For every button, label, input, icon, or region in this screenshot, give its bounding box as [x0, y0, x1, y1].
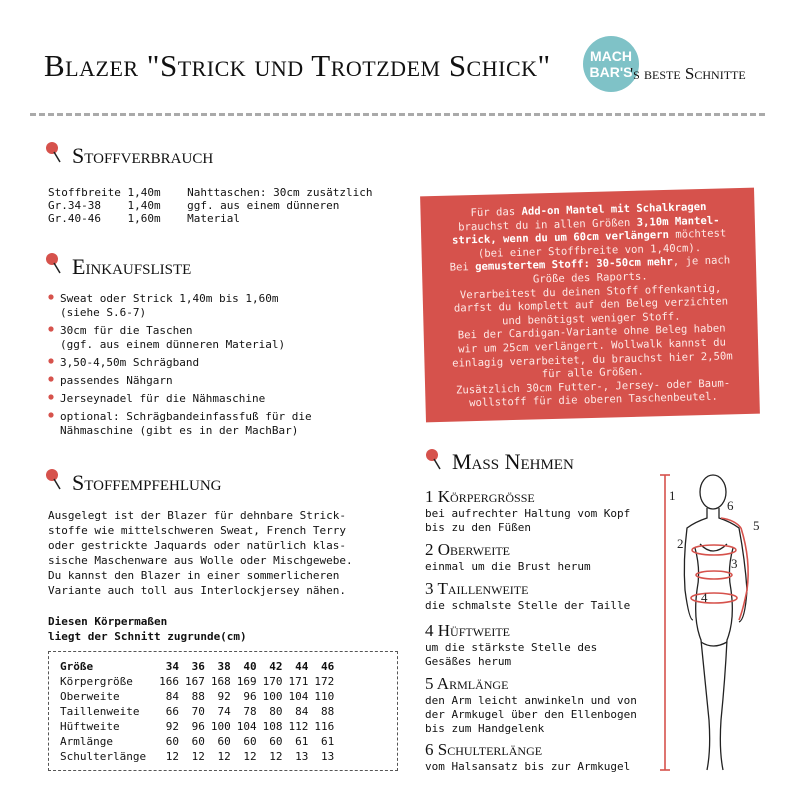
info-text: Für das	[470, 205, 522, 220]
measure-text: die schmalste Stelle der Taille	[425, 599, 631, 612]
figure-label: 6	[727, 498, 734, 513]
list-item	[48, 374, 388, 388]
info-text: brauchst du in allen Größen	[457, 216, 637, 234]
info-text: Größe des Raports.	[532, 270, 648, 286]
measure-title: 6 Schulterlänge	[425, 740, 543, 759]
table-cell: 12	[243, 750, 257, 763]
table-cell: 84	[165, 690, 179, 703]
stoff-line-1: Stoffbreite 1,40m Nahttaschen: 30cm zusätzlich	[48, 186, 373, 199]
table-cell: 166	[159, 675, 179, 688]
shopping-list	[48, 292, 388, 442]
size-table-box	[48, 651, 398, 771]
table-cell: 60	[191, 735, 205, 748]
section-heading-mass-nehmen: Maß Nehmen	[452, 449, 574, 474]
pin-bullet-icon	[48, 294, 54, 302]
table-cell: Schulterlänge	[60, 750, 147, 763]
table-row	[57, 734, 337, 749]
table-row	[57, 704, 337, 719]
measure-title: 3 Taillenweite	[425, 579, 529, 598]
brand-subtitle: 's beste Schnitte	[630, 64, 746, 83]
table-cell: 92	[165, 720, 179, 733]
info-text-bold: Add-on Mantel mit Schalkragen	[521, 200, 707, 218]
table-row	[57, 689, 337, 704]
table-cell: 167	[184, 675, 205, 688]
table-header: Größe	[60, 660, 94, 673]
table-cell: 12	[165, 750, 179, 763]
stoffverbrauch-text	[48, 186, 373, 225]
table-cell: Taillenweite	[60, 705, 140, 718]
table-cell: 61	[295, 735, 309, 748]
table-cell: Armlänge	[60, 735, 113, 748]
measure-text: einmal um die Brust herum	[425, 560, 591, 573]
table-cell: 171	[288, 675, 309, 688]
logo-line1: MACH	[590, 48, 632, 64]
info-text-bold: 3,10m Mantel-	[636, 214, 720, 229]
stoff-line-2: Gr.34-38 1,40m ggf. aus einem dünneren	[48, 199, 340, 212]
pin-bullet-icon	[48, 326, 54, 334]
table-cell: 84	[295, 705, 309, 718]
pin-bullet-icon	[48, 376, 54, 384]
figure-label: 4	[701, 590, 708, 605]
table-cell: 13	[320, 750, 335, 763]
figure-label: 3	[731, 556, 738, 571]
table-cell: 70	[191, 705, 205, 718]
table-cell: 12	[217, 750, 231, 763]
table-header: 42	[269, 660, 283, 673]
table-cell: 100	[262, 690, 283, 703]
pin-icon	[45, 141, 61, 163]
table-header: 34	[165, 660, 179, 673]
measure-item	[425, 674, 637, 736]
section-heading-stoffverbrauch: Stoffverbrauch	[72, 143, 214, 168]
measure-text: um die stärkste Stelle des Gesäßes herum	[425, 641, 598, 668]
table-row	[57, 674, 337, 689]
measure-title: 4 Hüftweite	[425, 621, 511, 640]
measure-title: 1 Körpergröße	[425, 487, 535, 506]
table-cell: 13	[295, 750, 309, 763]
pin-icon	[425, 448, 441, 470]
list-item	[48, 292, 388, 320]
table-cell: 96	[191, 720, 205, 733]
stoffempfehlung-text: Ausgelegt ist der Blazer für dehnbare Strick- stoffe wie mittelschweren Sweat, French Terry oder gestrickte Jaquards oder natürlich klas- sische Maschenware aus Wolle oder Mischgewebe. Du kannst den Blazer in einer sommerlicheren Variante auch toll aus Interlockjersey nähen.	[48, 509, 353, 597]
table-cell: 168	[210, 675, 231, 688]
table-cell: 88	[320, 705, 335, 718]
list-item-text: 30cm für die Taschen (ggf. aus einem dünneren Material)	[60, 324, 286, 351]
table-cell: Körpergröße	[60, 675, 133, 688]
info-text: Bei	[449, 261, 476, 275]
measure-text: bei aufrechter Haltung vom Kopf bis zu den Füßen	[425, 507, 631, 534]
table-cell: 60	[269, 735, 283, 748]
measure-item	[425, 487, 630, 535]
pin-bullet-icon	[48, 358, 54, 366]
info-text: Verarbeitest du deinen Stoff offenkantig, darfst du komplett auf den Beleg verzichten und benötigst weniger Stoff.	[453, 282, 729, 328]
info-text: Bei der Cardigan-Variante ohne Beleg haben wir um 25cm verlängert. Wollwalk kannst du einlagig verarbeitet, du brauchst hier 2,50m für alle Größen.	[451, 322, 733, 381]
table-cell: 66	[165, 705, 179, 718]
section-heading-stoffempfehlung: Stoffempfehlung	[72, 470, 222, 495]
table-header: 40	[243, 660, 257, 673]
measure-item	[425, 579, 630, 613]
measure-title: 2 Oberweite	[425, 540, 511, 559]
logo-line2: BAR'S	[589, 64, 633, 80]
table-intro: Diesen Körpermaßen liegt der Schnitt zugrunde(cm)	[48, 615, 247, 643]
table-cell: 169	[236, 675, 257, 688]
pin-bullet-icon	[48, 394, 54, 402]
table-cell: Hüftweite	[60, 720, 120, 733]
table-row	[57, 749, 337, 764]
list-item	[48, 410, 388, 438]
measure-item	[425, 740, 630, 774]
table-cell: 108	[262, 720, 283, 733]
header-divider	[30, 113, 765, 116]
table-cell: 88	[191, 690, 205, 703]
table-cell: 74	[217, 705, 231, 718]
table-cell: 80	[269, 705, 283, 718]
measure-text: den Arm leicht anwinkeln und von der Armkugel über den Ellenbogen bis zum Handgelenk	[425, 694, 637, 735]
info-text: möchtest	[668, 227, 727, 242]
table-cell: 110	[314, 690, 335, 703]
table-header: 38	[217, 660, 231, 673]
table-cell: 96	[243, 690, 257, 703]
figure-label: 2	[677, 536, 684, 551]
list-item	[48, 356, 388, 370]
body-figure-illustration	[655, 470, 775, 780]
table-cell: 104	[288, 690, 309, 703]
table-cell: 60	[243, 735, 257, 748]
info-text-bold: strick, wenn du um 60cm verlängern	[451, 229, 670, 247]
table-cell: 61	[320, 735, 335, 748]
table-header: 46	[320, 660, 335, 673]
table-cell: 12	[269, 750, 283, 763]
info-text: (bei einer Stoffbreite von 1,40cm).	[477, 241, 702, 260]
table-header: 44	[295, 660, 309, 673]
stoff-line-3: Gr.40-46 1,60m Material	[48, 212, 241, 225]
table-cell: Oberweite	[60, 690, 120, 703]
table-row	[57, 719, 337, 734]
table-cell: 104	[236, 720, 257, 733]
list-item	[48, 392, 388, 406]
table-cell: 12	[191, 750, 205, 763]
list-item-text: 3,50-4,50m Schrägband	[60, 356, 200, 369]
table-cell: 116	[314, 720, 335, 733]
table-header-row	[57, 659, 337, 674]
table-cell: 60	[217, 735, 231, 748]
table-cell: 100	[210, 720, 231, 733]
figure-label: 5	[753, 518, 760, 533]
list-item-text: passendes Nähgarn	[60, 374, 173, 387]
table-cell: 112	[288, 720, 309, 733]
table-cell: 92	[217, 690, 231, 703]
page-title: Blazer "Strick und Trotzdem Schick"	[44, 48, 551, 83]
list-item-text: optional: Schrägbandeinfassfuß für die Nähmaschine (gibt es in der MachBar)	[60, 410, 312, 437]
table-cell: 170	[262, 675, 283, 688]
pin-icon	[45, 252, 61, 274]
section-heading-einkaufsliste: Einkaufsliste	[72, 254, 192, 279]
table-cell: 172	[314, 675, 335, 688]
pin-bullet-icon	[48, 412, 54, 420]
info-text-bold: gemustertem Stoff: 30-50cm mehr	[474, 256, 673, 274]
pin-icon	[45, 468, 61, 490]
figure-label: 1	[669, 488, 676, 503]
table-cell: 78	[243, 705, 257, 718]
list-item-text: Jerseynadel für die Nähmaschine	[60, 392, 266, 405]
measure-text: vom Halsansatz bis zur Armkugel	[425, 760, 631, 773]
measure-item	[425, 540, 591, 574]
info-text: Zusätzlich 30cm Futter-, Jersey- oder Baum- wollstoff für die oberen Taschenbeutel.	[455, 377, 731, 410]
size-table	[57, 659, 337, 764]
table-header: 36	[191, 660, 205, 673]
list-item-text: Sweat oder Strick 1,40m bis 1,60m (siehe S.6-7)	[60, 292, 279, 319]
measure-item	[425, 621, 597, 669]
list-item	[48, 324, 388, 352]
table-cell: 60	[165, 735, 179, 748]
info-text: , je nach	[672, 254, 731, 269]
info-box-text	[425, 200, 756, 412]
measure-title: 5 Armlänge	[425, 674, 509, 693]
